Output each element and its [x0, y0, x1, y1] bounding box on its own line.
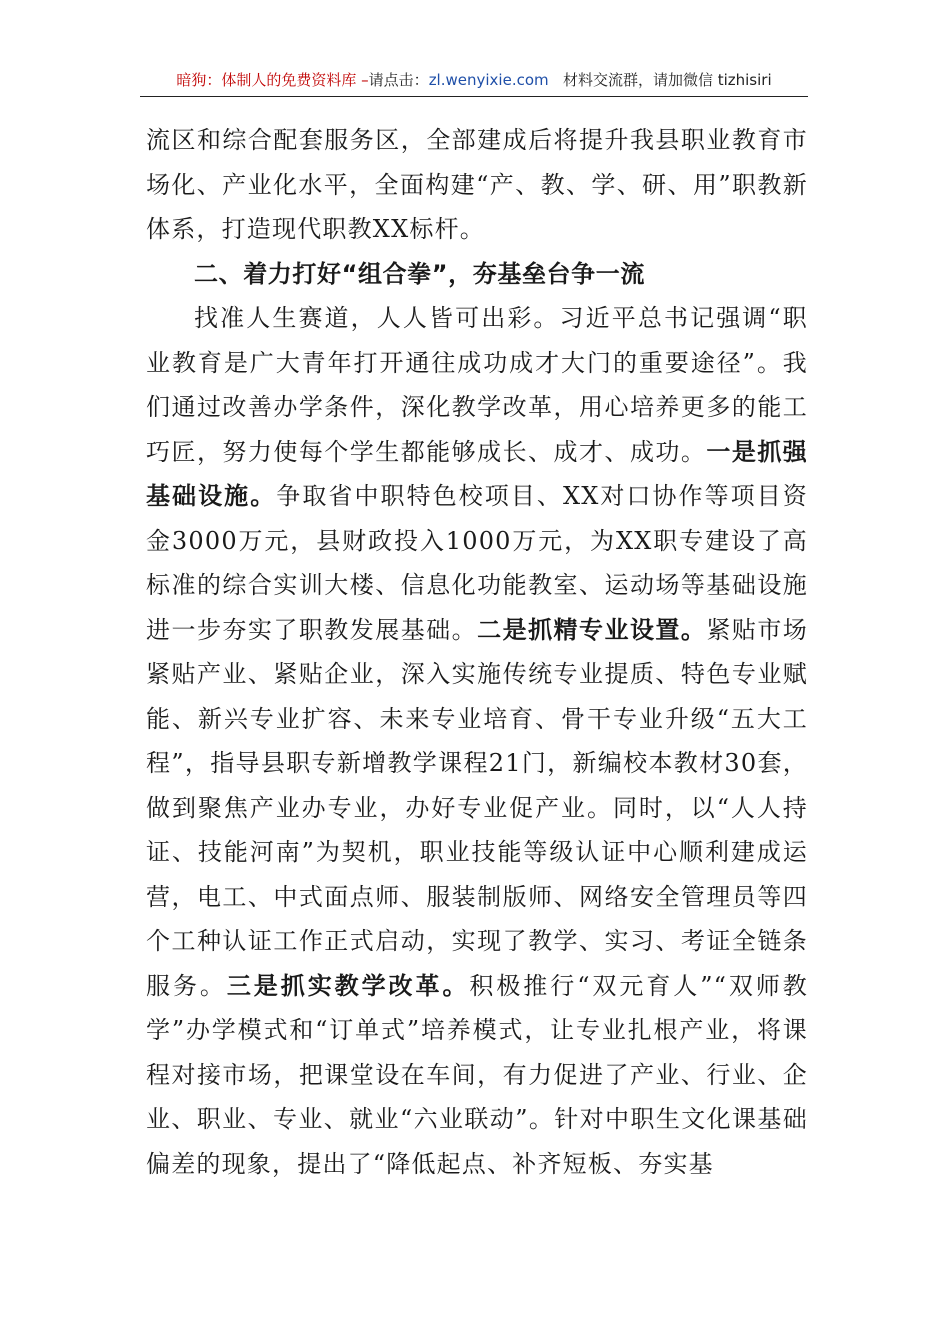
point-2-title: 二是抓精专业设置。: [477, 615, 707, 644]
point-3-body: 积极推行“双元育人”“双师教学”办学模式和“订单式”培养模式，让专业扎根产业，将课程对接市场，把课堂设在车间，有力促进了产业、行业、企业、职业、专业、就业“六业联动”。针对中职生文化课基础偏差的现象，提出了“降低起点、补齐短板、夯实基: [146, 971, 808, 1178]
paragraph-intro: 找准人生赛道，人人皆可出彩。习近平总书记强调“职业教育是广大青年打开通往成功成才大门的重要途径”。我们通过改善办学条件，深化教学改革，用心培养更多的能工巧匠，努力使每个学生都能够成长、成才、成功。: [146, 304, 808, 466]
header-promo-text: 暗狗：体制人的免费资料库: [176, 71, 357, 89]
point-3-title: 三是抓实教学改革。: [226, 971, 470, 1000]
section-heading: 二、着力打好“组合拳”，夯基垒台争一流: [194, 259, 645, 288]
document-body: [146, 118, 808, 1186]
header-group-text: 材料交流群，请加微信 tizhisiri: [562, 71, 772, 89]
point-1-title: 一是抓强基础设施。: [146, 437, 808, 510]
point-2-body: 紧贴市场紧贴产业、紧贴企业，深入实施传统专业提质、特色专业赋能、新兴专业扩容、未来专业培育、骨干专业升级“五大工程”，指导县职专新增教学课程21门，新编校本教材30套，做到聚焦产业办专业，办好专业促产业。同时，以“人人持证、技能河南”为契机，职业技能等级认证中心顺利建成运营，电工、中式面点师、服装制版师、网络安全管理员等四个工种认证工作正式启动，实现了教学、实习、考证全链条服务。: [146, 615, 808, 1000]
header-url-link[interactable]: zl.wenyixie.com: [428, 71, 549, 89]
point-1-body: 争取省中职特色校项目、XX对口协作等项目资金3000万元，县财政投入1000万元，为XX职专建设了高标准的综合实训大楼、信息化功能教室、运动场等基础设施进一步夯实了职教发展基础。: [146, 482, 808, 644]
paragraph-main: [146, 296, 808, 1186]
paragraph-continuation: 流区和综合配套服务区，全部建成后将提升我县职业教育市场化、产业化水平，全面构建“产、教、学、研、用”职教新体系，打造现代职教XX标杆。: [146, 126, 808, 243]
header-separator: –: [356, 71, 369, 89]
header-click-label: 请点击：: [368, 71, 429, 89]
page-header: [140, 64, 808, 97]
